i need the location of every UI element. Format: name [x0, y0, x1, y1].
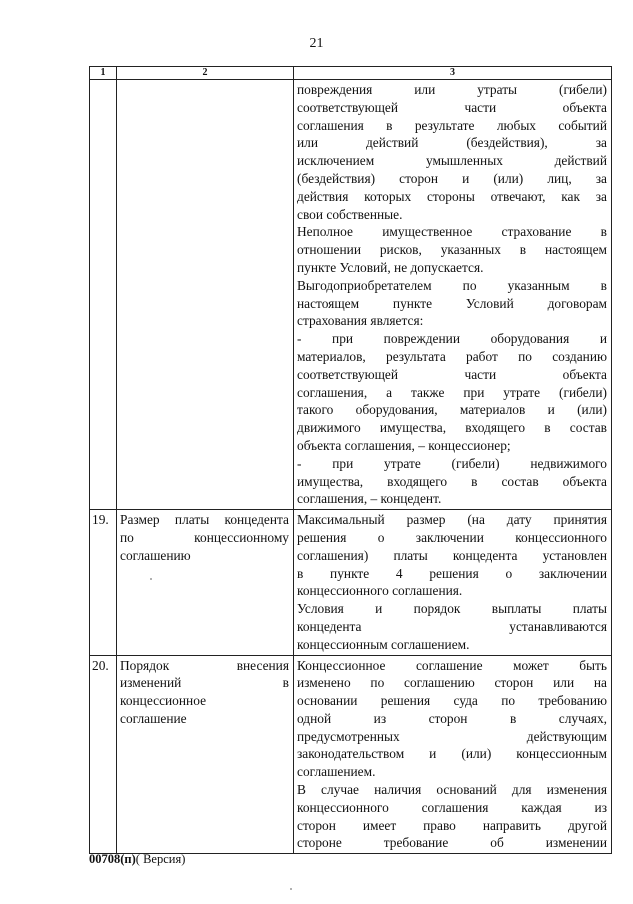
row-number: 20. — [92, 657, 109, 673]
row-title-cell — [117, 80, 294, 510]
text-line: соответствующей части объекта — [297, 99, 607, 115]
text-line: концессионным соглашением. — [297, 636, 470, 652]
text-line: законодательством и (или) концессионным — [297, 746, 607, 762]
text-line: имущества, входящего в состав объекта — [297, 473, 607, 489]
text-line: (бездействия) сторон и (или) лиц, за — [297, 170, 607, 186]
document-version: ( Версия) — [135, 852, 186, 866]
text-line: движимого имущества, входящего в состав — [297, 420, 607, 436]
text-line: или действий (бездействия), за — [297, 135, 607, 151]
text-line: соглашения, а также при утрате (гибели) — [297, 384, 607, 400]
text-line: соглашения, – концедент. — [297, 491, 442, 507]
text-line: концедента устанавливаются — [297, 618, 607, 634]
text-line: страхования является: — [297, 313, 424, 329]
row-body — [294, 656, 611, 854]
document-footer — [89, 852, 185, 867]
text-line: - при повреждении оборудования и — [297, 331, 607, 347]
row-title-cell — [117, 510, 294, 655]
table-row-19 — [90, 510, 612, 655]
row-number-cell — [90, 655, 117, 854]
text-line: Максимальный размер (на дату принятия — [297, 512, 607, 528]
text-line: изменений в — [120, 675, 289, 691]
text-line: концессионное — [120, 693, 207, 709]
header-col-1: 1 — [90, 67, 117, 80]
text-line: такого оборудования, материалов и (или) — [297, 402, 607, 418]
text-line: Выгодоприобретателем по указанным в — [297, 277, 607, 293]
conditions-table — [89, 66, 612, 854]
row-body — [294, 510, 611, 654]
text-line: основании решения суда по требованию — [297, 693, 607, 709]
text-line: соглашение — [120, 710, 187, 726]
text-line: соглашению — [120, 547, 191, 563]
text-line: пункте Условий, не допускается. — [297, 259, 484, 275]
text-line: повреждения или утраты (гибели) — [297, 82, 607, 97]
document-code: 00708(п) — [89, 852, 136, 866]
text-line: одной из сторон в случаях, — [297, 710, 607, 726]
scan-speck — [290, 888, 292, 890]
text-line: стороне требование об изменении — [297, 835, 607, 851]
header-col-3: 3 — [294, 67, 612, 80]
text-line: сторон имеет право направить другой — [297, 817, 607, 833]
row-number-cell — [90, 510, 117, 655]
text-line: В случае наличия оснований для изменения — [297, 782, 607, 798]
row-title-cell — [117, 655, 294, 854]
continuation-text — [294, 80, 611, 509]
text-line: в пункте 4 решения о заключении — [297, 565, 607, 581]
row-title — [117, 510, 293, 565]
row-number: 19. — [92, 512, 109, 528]
text-line: отношении рисков, указанных в настоящем — [297, 242, 607, 258]
row-body-cell — [294, 80, 612, 510]
text-line: свои собственные. — [297, 206, 403, 222]
text-line: соглашением. — [297, 764, 376, 780]
table-row-continuation — [90, 80, 612, 510]
text-line: решения о заключении концессионного — [297, 529, 607, 545]
text-line: исключением умышленных действий — [297, 153, 607, 169]
text-line: предусмотренных действующим — [297, 728, 607, 744]
table-header-row — [90, 67, 612, 80]
text-line: концессионного соглашения каждая из — [297, 799, 607, 815]
text-line: концессионного соглашения. — [297, 583, 463, 599]
text-line: Неполное имущественное страхование в — [297, 224, 607, 240]
text-line: действия которых стороны отвечают, как за — [297, 188, 607, 204]
row-body-cell — [294, 510, 612, 655]
text-line: материалов, результата работ по созданию — [297, 348, 607, 364]
text-line: изменено по соглашению сторон или на — [297, 675, 607, 691]
scan-speck — [150, 578, 152, 580]
text-line: Концессионное соглашение может быть — [297, 657, 607, 673]
header-col-2: 2 — [117, 67, 294, 80]
text-line: Условия и порядок выплаты платы — [297, 601, 607, 617]
text-line: Размер платы концедента — [120, 512, 289, 528]
text-line: настоящем пункте Условий договорам — [297, 295, 607, 311]
page-number: 21 — [309, 36, 324, 51]
row-body-cell — [294, 655, 612, 854]
row-title — [117, 656, 293, 729]
table-row-20 — [90, 655, 612, 854]
text-line: - при утрате (гибели) недвижимого — [297, 455, 607, 471]
text-line: Порядок внесения — [120, 657, 289, 673]
text-line: соглашения) платы концедента установлен — [297, 547, 607, 563]
text-line: по концессионному — [120, 529, 289, 545]
text-line: соглашения в результате любых событий — [297, 117, 607, 133]
text-line: объекта соглашения, – концессионер; — [297, 437, 511, 453]
text-line: соответствующей части объекта — [297, 366, 607, 382]
row-number-cell — [90, 80, 117, 510]
